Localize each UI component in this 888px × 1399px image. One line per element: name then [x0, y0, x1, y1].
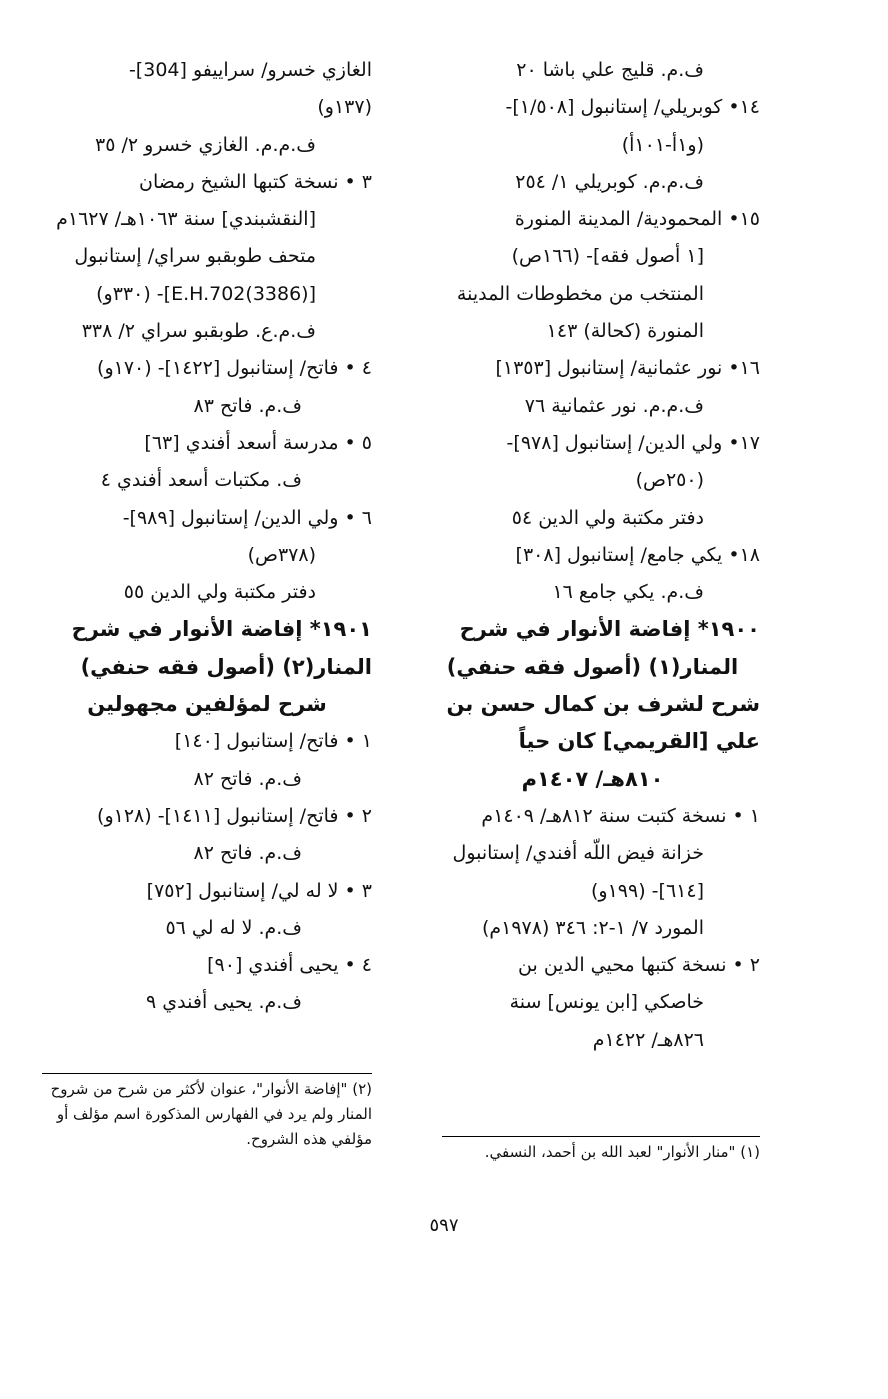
text-line: خاصكي [ابن يونس] سنة [509, 991, 704, 1014]
footnote-left: (٢) "إفاضة الأنوار"، عنوان لأكثر من شرح من شروح المنار ولم يرد في الفهارس المذكورة اسم مؤلف أو مؤلفي هذه الشروح. [42, 1073, 372, 1152]
text-line: ف.م. يكي جامع ١٦ [552, 581, 704, 604]
text-line: ف.م.م. الغازي خسرو ٢/ ٣٥ [95, 133, 316, 156]
text-line: ٦ • ولي الدين/ إستانبول [٩٨٩]- [122, 506, 372, 529]
text-line: ٢ • نسخة كتبها محيي الدين بن [518, 954, 760, 977]
text-line: ٢ • فاتح/ إستانبول [١٤١١]- (١٢٨و) [97, 804, 372, 827]
entry-heading: ١٩٠١* إفاضة الأنوار في شرح [71, 617, 372, 642]
text-line: ف. مكتبات أسعد أفندي ٤ [100, 469, 302, 492]
text-line: ف.م.م. نور عثمانية ٧٦ [524, 394, 704, 417]
text-line: ف.م. فاتح ٨٢ [193, 767, 302, 790]
text-line: ١٧• ولي الدين/ إستانبول [٩٧٨]- [506, 431, 760, 454]
text-line: ٤ • فاتح/ إستانبول [١٤٢٢]- (١٧٠و) [97, 357, 372, 380]
text-line: ٣ • نسخة كتبها الشيخ رمضان [139, 170, 372, 193]
entry-heading: ٨١٠هـ/ ١٤٠٧م [521, 766, 664, 791]
text-line: ف.م. فاتح ٨٣ [193, 394, 302, 417]
text-line: المنورة (كحالة) ١٤٣ [546, 320, 704, 343]
entry-heading: ١٩٠٠* إفاضة الأنوار في شرح [459, 617, 760, 642]
entry-heading: شرح لشرف بن كمال حسن بن [446, 692, 760, 717]
right-column [425, 52, 760, 1059]
text-line: [١ أصول فقه]- (١٦٦ص) [511, 245, 704, 268]
text-line: ١ • نسخة كتبت سنة ٨١٢هـ/ ١٤٠٩م [481, 804, 760, 827]
text-line: [(3386)E.H.702]- (٣٣٠و) [96, 282, 316, 305]
left-column [42, 52, 372, 1022]
text-line: الغازي خسرو/ سراييفو [304]- [128, 59, 372, 81]
text-line: (١٣٧و) [317, 96, 372, 119]
text-line: ف.م. قليج علي باشا ٢٠ [516, 59, 704, 81]
page-number: ٥٩٧ [429, 1215, 459, 1236]
text-line: (و١أ-١٠١أ) [621, 133, 704, 156]
text-line: (٢٥٠ص) [635, 469, 704, 492]
text-line: (٣٧٨ص) [247, 543, 316, 566]
text-line: ف.م.ع. طوبقبو سراي ٢/ ٣٣٨ [81, 320, 316, 343]
text-line: ف.م. يحيى أفندي ٩ [146, 991, 302, 1014]
text-line: ف.م. لا له لي ٥٦ [165, 916, 302, 939]
text-line: ١ • فاتح/ إستانبول [١٤٠] [174, 730, 372, 753]
text-line: ١٦• نور عثمانية/ إستانبول [١٣٥٣] [495, 357, 760, 380]
entry-heading: شرح لمؤلفين مجهولين [87, 692, 327, 717]
text-line: ٨٢٦هـ/ ١٤٢٢م [592, 1028, 704, 1051]
text-line: [النقشبندي] سنة ١٠٦٣هـ/ ١٦٢٧م [56, 208, 316, 231]
text-line: [٦١٤]- (١٩٩و) [591, 879, 704, 902]
text-line: ٤ • يحيى أفندي [٩٠] [207, 954, 372, 977]
entry-heading: علي [القريمي] كان حياً [518, 729, 760, 754]
text-line: دفتر مكتبة ولي الدين ٥٤ [511, 506, 704, 529]
text-line: ف.م. فاتح ٨٢ [193, 842, 302, 865]
text-line: ١٥• المحمودية/ المدينة المنورة [514, 208, 760, 231]
text-line: المورد ٧/ ١-٢: ٣٤٦ (١٩٧٨م) [481, 916, 704, 939]
text-line: ١٤• كوبريلي/ إستانبول [١/٥٠٨]- [505, 96, 760, 119]
text-line: دفتر مكتبة ولي الدين ٥٥ [123, 581, 316, 604]
entry-heading: المنار(٢) (أصول فقه حنفي) [80, 654, 372, 679]
text-line: ٣ • لا له لي/ إستانبول [٧٥٢] [146, 879, 372, 902]
text-line: ف.م.م. كوبريلي ١/ ٢٥٤ [515, 170, 704, 193]
text-line: ٥ • مدرسة أسعد أفندي [٦٣] [144, 431, 372, 454]
text-line: ١٨• يكي جامع/ إستانبول [٣٠٨] [515, 543, 760, 566]
text-line: خزانة فيض اللّه أفندي/ إستانبول [452, 842, 704, 865]
footnote-right: (١) "منار الأنوار" لعبد الله بن أحمد، النسفي. [442, 1136, 760, 1165]
entry-heading: المنار(١) (أصول فقه حنفي) [446, 654, 739, 679]
text-line: المنتخب من مخطوطات المدينة [456, 282, 704, 305]
text-line: متحف طوبقبو سراي/ إستانبول [74, 245, 316, 268]
